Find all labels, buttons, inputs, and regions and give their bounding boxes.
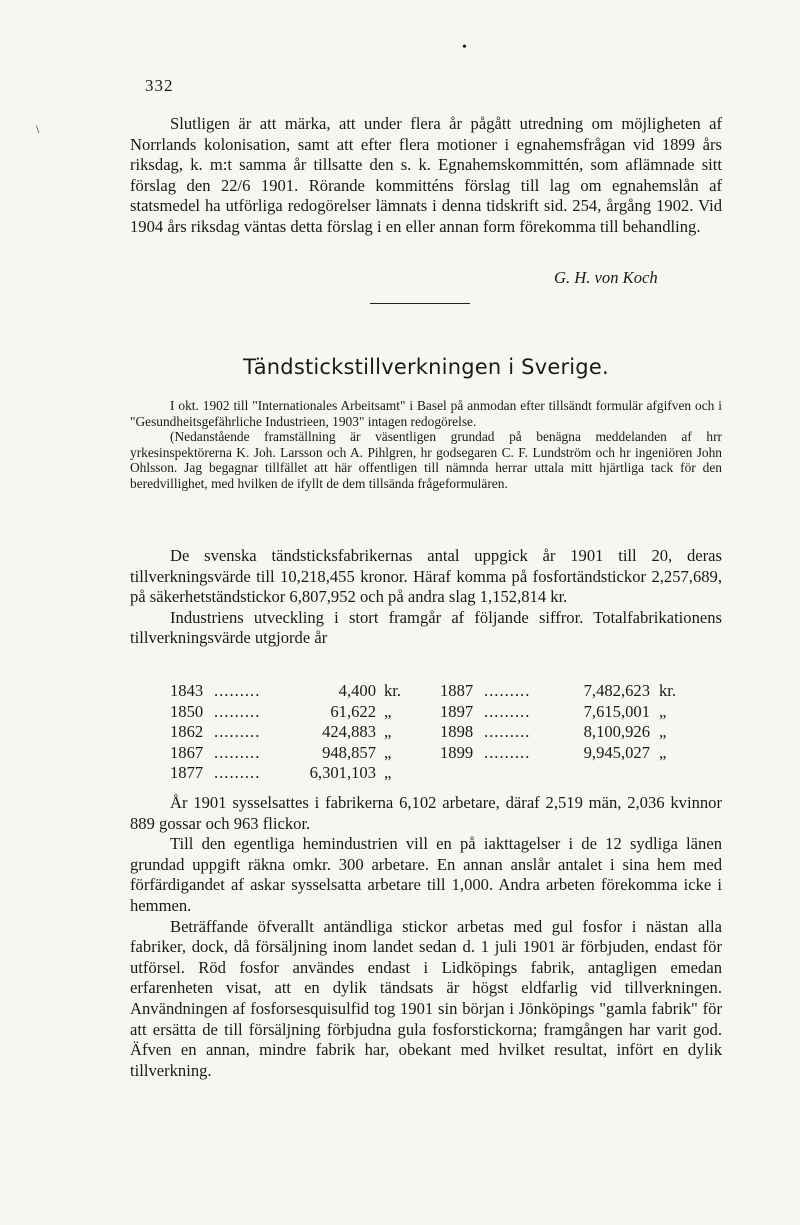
note-1: I okt. 1902 till "Internationales Arbeitsamt" i Basel på anmodan efter tillsändt formulär afgifven och i "Gesundheitsgefährliche Industrieen, 1903" intagen redogörelse. <box>130 398 722 429</box>
stats-value: 4,400 <box>338 681 376 700</box>
stats-unit: „ <box>384 701 392 721</box>
stats-year: 1898 <box>440 722 474 742</box>
stats-leader-dots: ......... <box>214 701 261 721</box>
stats-row <box>440 702 690 723</box>
intro-text: Slutligen är att märka, att under flera år pågått utredning om möjligheten af Norrlands kolonisation, samt att efter flera motioner i egnahemsfrågan vid 1899 års riksdag, k. m:t samma år tillsatte den s. k. Egnahemskommittén, som aflämnade sitt förslag den 22/6 1901. Rörande kommitténs förslag till lag om egnahemslån af statsmedel ha utförliga redogörelser lämnats i denna tidskrift sid. 254, årgång 1902. Vid 1904 års riksdag väntas detta förslag i en eller annan form förekomma till behandling. <box>130 114 722 236</box>
note-2: (Nedanstående framställning är väsentligen grundad på benägna meddelanden af hrr yrkesinspektörerna K. Joh. Larsson och A. Pihlgren, hr godsegaren C. F. Lundström och hr ingeniören John Ohlsson. Jag begagnar tillfället att här offentligen till nämnda herrar uttala mitt hjärtliga tack för den beredvillighet, med hvilken de ifyllt de dem tillsända frågeformulären. <box>130 429 722 491</box>
stats-unit: „ <box>659 701 667 721</box>
stats-year: 1850 <box>170 701 204 721</box>
stats-leader-dots: ......... <box>484 701 531 721</box>
stats-row <box>170 702 410 723</box>
stats-year: 1862 <box>170 722 204 742</box>
article-notes <box>130 398 722 491</box>
stats-leader-dots: ......... <box>484 681 531 700</box>
stats-unit: kr. <box>384 681 402 700</box>
stats-year: 1867 <box>170 742 204 762</box>
stats-unit: „ <box>384 742 392 762</box>
stats-value: 424,883 <box>322 722 376 742</box>
article-body-top <box>130 546 722 649</box>
stats-value: 7,615,001 <box>583 701 650 721</box>
stats-leader-dots: ......... <box>214 742 261 762</box>
stats-column-right <box>440 681 690 763</box>
stats-year: 1899 <box>440 742 474 762</box>
stats-leader-dots: ......... <box>484 722 531 742</box>
stats-year: 1843 <box>170 681 204 700</box>
intro-paragraph <box>130 114 722 238</box>
stats-column-left <box>170 681 410 784</box>
author-signature: G. H. von Koch <box>554 268 658 287</box>
paragraph-1: De svenska tändsticksfabrikernas antal uppgick år 1901 till 20, deras tillverkningsvärde till 10,218,455 kronor. Häraf komma på fosfortändstickor 2,257,689, på säkerhetständstickor 6,807,952 och på andra slag 1,152,814 kr. <box>130 546 722 607</box>
stats-unit: „ <box>384 722 392 742</box>
paragraph-3: År 1901 sysselsattes i fabrikerna 6,102 arbetare, däraf 2,519 män, 2,036 kvinnor 889 gossar och 963 flickor. <box>130 793 722 833</box>
stats-unit: „ <box>384 763 392 783</box>
stats-unit: kr. <box>659 681 677 700</box>
paragraph-5: Beträffande öfverallt antändliga stickor arbetas med gul fosfor i nästan alla fabriker, dock, då försäljning inom landet sedan d. 1 juli 1901 är förbjuden, endast för utförsel. Röd fosfor användes endast i Lidköpings fabrik, antagligen emedan erfarenheten visat, att en dylik tändsats är högst eldfarlig vid tillverkningen. Användningen af fosforsesquisulfid tog 1901 sin början i Jönköpings "gamla fabrik" för att ersätta de till försäljning förbjudna gula fosforstickorna; framgången har varit god. Äfven en annan, mindre fabrik har, obekant med hvilket resultat, infört en dylik tillverkning. <box>130 916 722 1080</box>
paragraph-2: Industriens utveckling i stort framgår af följande siffror. Totalfabrikationens tillverkningsvärde utgjorde år <box>130 607 722 648</box>
stats-row <box>440 681 690 702</box>
stats-value: 948,857 <box>322 742 376 762</box>
article-title: Tändstickstillverkningen i Sverige. <box>243 355 609 379</box>
stats-row <box>170 763 410 784</box>
stats-year: 1887 <box>440 681 474 700</box>
stats-value: 6,301,103 <box>309 763 376 783</box>
stats-unit: „ <box>659 722 667 742</box>
stats-value: 7,482,623 <box>583 681 650 700</box>
stats-row <box>170 722 410 743</box>
stats-row <box>440 743 690 764</box>
stats-leader-dots: ......... <box>214 763 261 783</box>
section-divider <box>370 303 470 304</box>
stats-row <box>440 722 690 743</box>
page-number: 332 <box>145 76 174 95</box>
stats-leader-dots: ......... <box>214 681 261 700</box>
article-body-bottom <box>130 793 722 1081</box>
stats-value: 8,100,926 <box>583 722 650 742</box>
stats-year: 1897 <box>440 701 474 721</box>
stats-row <box>170 743 410 764</box>
margin-mark: \ <box>36 122 40 136</box>
stats-year: 1877 <box>170 763 204 783</box>
stats-leader-dots: ......... <box>484 742 531 762</box>
paragraph-4: Till den egentliga hemindustrien vill en på iakttagelser i de 12 sydliga länen grundad uppgift räkna omkr. 300 arbetare. En annan anslår antalet i sina hem med förfärdigandet af askar sysselsatta arbetare till 1,000. Andra arbeten förekomma icke i hemmen. <box>130 834 722 915</box>
stats-leader-dots: ......... <box>214 722 261 742</box>
stats-value: 61,622 <box>330 701 376 721</box>
stats-row <box>170 681 410 702</box>
stats-unit: „ <box>659 742 667 762</box>
stray-dot-mark: • <box>462 40 467 55</box>
stats-value: 9,945,027 <box>583 742 650 762</box>
